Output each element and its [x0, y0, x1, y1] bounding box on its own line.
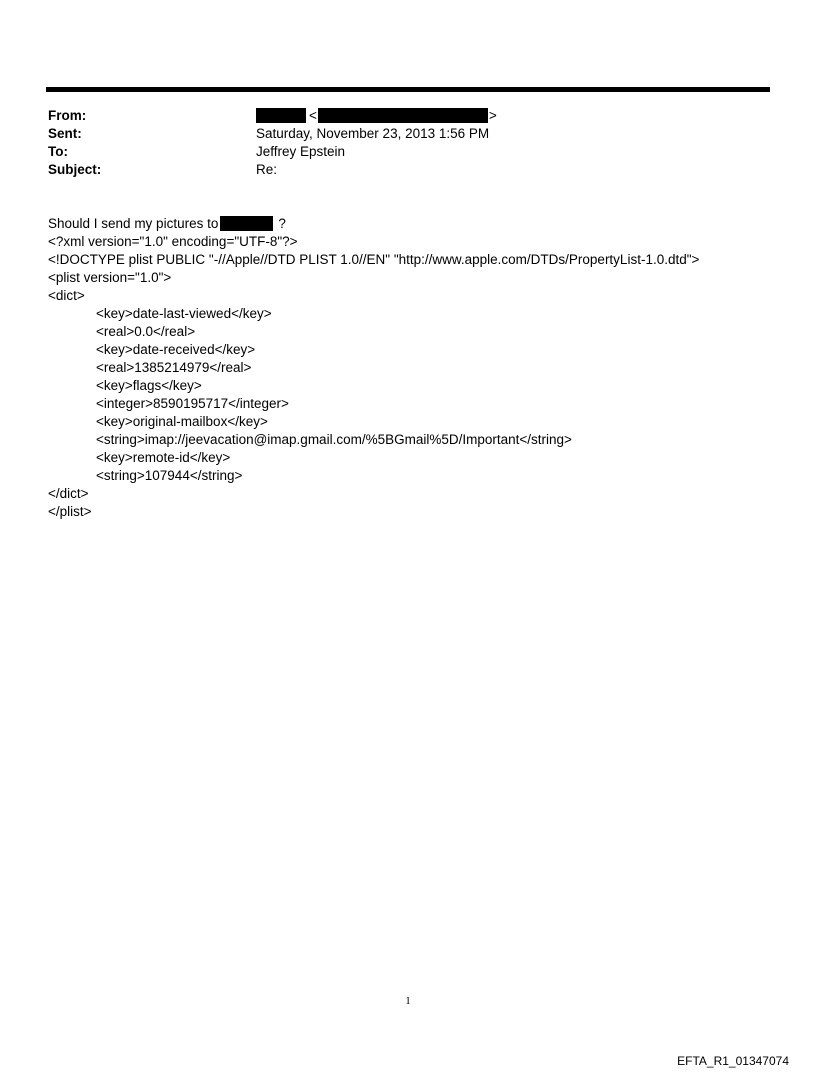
from-lt: <	[309, 108, 317, 123]
plist-line: <string>imap://jeevacation@imap.gmail.com/%5BGmail%5D/Important</string>	[96, 432, 572, 447]
plist-line: <integer>8590195717</integer>	[96, 396, 289, 411]
to-label: To:	[48, 144, 68, 159]
sent-row	[48, 125, 768, 143]
question-suffix: ?	[278, 216, 286, 231]
plist-line: <real>0.0</real>	[96, 324, 196, 339]
page-number: 1	[405, 995, 411, 1007]
from-value	[256, 107, 497, 125]
subject-value: Re:	[256, 162, 278, 177]
plist-line: <key>date-last-viewed</key>	[96, 306, 272, 321]
subject-row	[48, 161, 768, 179]
body-question	[48, 215, 788, 233]
to-row	[48, 143, 768, 161]
to-value: Jeffrey Epstein	[256, 144, 346, 159]
plist-line: </dict>	[48, 486, 89, 501]
plist-line: </plist>	[48, 504, 92, 519]
from-row	[48, 107, 768, 125]
plist-line: <?xml version="1.0" encoding="UTF-8"?>	[48, 234, 298, 249]
header-divider	[46, 87, 770, 92]
email-body	[48, 215, 788, 521]
plist-line: <key>flags</key>	[96, 378, 202, 393]
from-gt: >	[488, 108, 497, 123]
plist-line: <!DOCTYPE plist PUBLIC "-//Apple//DTD PLIST 1.0//EN" "http://www.apple.com/DTDs/PropertyList-1.0.dtd">	[48, 252, 700, 267]
plist-line: <key>original-mailbox</key>	[96, 414, 268, 429]
plist-line: <string>107944</string>	[96, 468, 243, 483]
sent-label: Sent:	[48, 126, 82, 141]
subject-label: Subject:	[48, 162, 102, 177]
redaction-sender-name	[256, 108, 306, 123]
from-label: From:	[48, 108, 87, 123]
plist-line: <key>date-received</key>	[96, 342, 256, 357]
plist-line: <key>remote-id</key>	[96, 450, 231, 465]
redaction-sender-email	[318, 108, 488, 123]
plist-line: <dict>	[48, 288, 85, 303]
redaction-recipient	[220, 216, 273, 231]
bates-number: EFTA_R1_01347074	[677, 1054, 789, 1068]
sent-value: Saturday, November 23, 2013 1:56 PM	[256, 126, 490, 141]
plist-line: <plist version="1.0">	[48, 270, 172, 285]
email-header	[48, 107, 768, 179]
question-prefix: Should I send my pictures to	[48, 216, 219, 231]
plist-line: <real>1385214979</real>	[96, 360, 252, 375]
